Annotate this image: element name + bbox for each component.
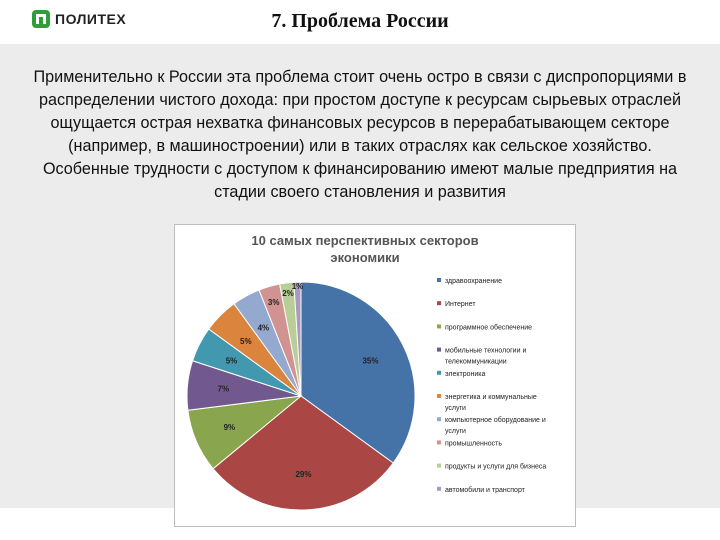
legend-label: программное обеспечение — [445, 324, 533, 332]
legend-label: энергетика и коммунальные — [445, 394, 537, 401]
pie-data-label: 5% — [240, 336, 252, 346]
legend-swatch — [437, 278, 441, 282]
pie-data-label: 5% — [225, 356, 238, 366]
pie-data-label: 2% — [282, 288, 294, 298]
legend-label: электроника — [445, 370, 486, 378]
pie-chart — [175, 225, 575, 526]
legend-label: услуги — [445, 405, 466, 412]
legend-label: продукты и услуги для бизнеса — [445, 463, 547, 471]
legend-label: промышленность — [445, 440, 502, 448]
pie-data-label: 4% — [257, 323, 270, 333]
chart-title-line: 10 самых перспективных секторов — [251, 233, 479, 248]
legend-label: автомобили и транспорт — [445, 486, 525, 494]
legend-label: компьютерное оборудование и — [445, 417, 546, 425]
legend-swatch — [437, 371, 441, 375]
pie-data-label: 3% — [267, 297, 280, 307]
legend-label: здравоохранение — [445, 278, 502, 285]
legend-label: услуги — [445, 428, 466, 436]
pie-data-label: 9% — [223, 423, 236, 432]
logo-text: ПОЛИТЕХ — [55, 11, 127, 27]
pie-data-label: 35% — [362, 356, 379, 366]
legend-swatch — [437, 348, 441, 352]
legend-swatch — [437, 394, 441, 398]
pie-chart-panel — [174, 224, 576, 527]
legend-swatch — [437, 417, 441, 421]
legend-label: телекоммуникации — [445, 358, 507, 366]
chart-title-line: экономики — [330, 250, 400, 265]
legend-swatch — [437, 464, 441, 468]
legend-swatch — [437, 440, 441, 444]
legend-label: Интернет — [445, 301, 476, 309]
pie-data-label: 29% — [295, 470, 312, 479]
pie-data-label: 1% — [291, 282, 304, 292]
legend-swatch — [437, 324, 441, 328]
legend-swatch — [437, 487, 441, 491]
legend-label: мобильные технологии и — [445, 347, 527, 355]
legend-swatch — [437, 301, 441, 305]
slide-title: 7. Проблема России — [271, 10, 449, 32]
body-paragraph: Применительно к России эта проблема стоит очень остро в связи с диспропорциями в распределении чистого дохода: при простом доступе к ресурсам сырьевых отраслей ощущается острая нехватка финансовых ресурсов в перерабатывающем секторе (например, в машиностроении) или в таких отраслях как сельское хозяйство. Особенные трудности с доступом к финансированию имеют малые предприятия на стадии своего становления и развития — [33, 68, 687, 201]
pie-data-label: 7% — [217, 384, 230, 394]
